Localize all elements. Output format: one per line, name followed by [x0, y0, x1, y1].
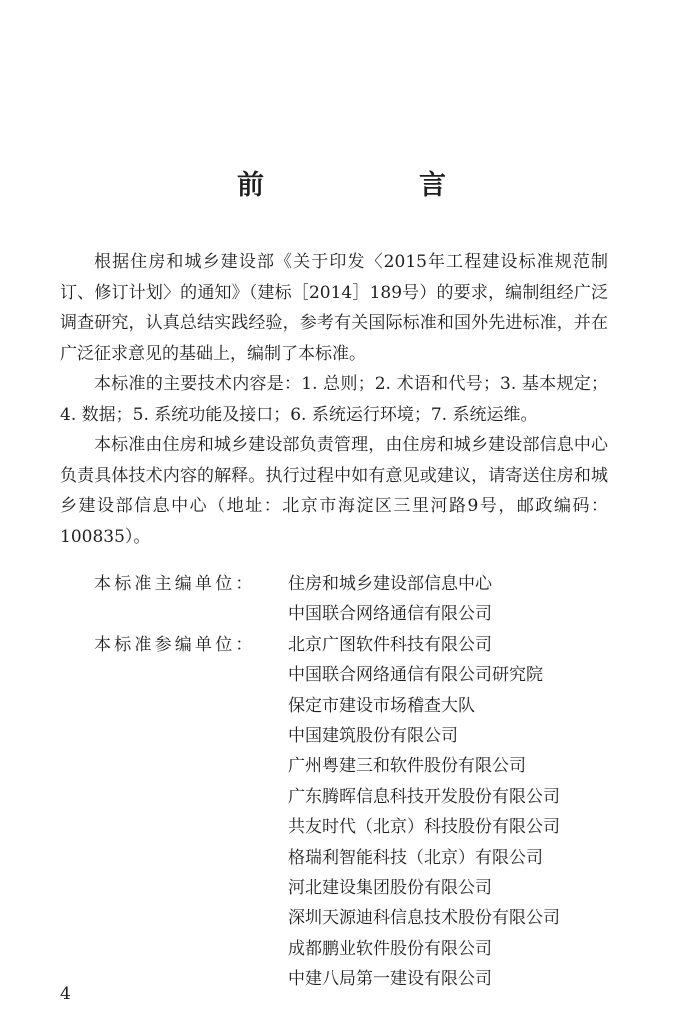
participating-units-list — [288, 630, 560, 995]
paragraph-contents: 本标准的主要技术内容是：1. 总则；2. 术语和代号；3. 基本规定；4. 数据；5. 系统功能及接口；6. 系统运行环境；7. 系统运维。 — [60, 374, 608, 425]
list-item: 中国联合网络通信有限公司研究院 — [288, 665, 543, 686]
list-item: 中建八局第一建设有限公司 — [288, 969, 492, 990]
paragraph-management: 本标准由住房和城乡建设部负责管理，由住房和城乡建设部信息中心负责具体技术内容的解释。执行过程中如有意见或建议，请寄送住房和城乡建设部信息中心（地址：北京市海淀区三里河路9号，邮政编码：100835）。 — [60, 435, 608, 547]
list-item: 成都鹏业软件股份有限公司 — [288, 938, 492, 959]
chief-units-label: 本标准主编单位： — [94, 574, 256, 594]
list-item: 共友时代（北京）科技股份有限公司 — [288, 817, 560, 838]
page-title: 前 言 — [237, 170, 510, 201]
chief-editing-units — [60, 569, 620, 630]
editing-units — [60, 569, 620, 995]
list-item: 中国联合网络通信有限公司 — [288, 604, 492, 625]
list-item: 广州粤建三和软件股份有限公司 — [288, 756, 526, 777]
list-item: 住房和城乡建设部信息中心 — [288, 574, 492, 594]
preface-body — [60, 247, 608, 552]
list-item: 广东腾晖信息科技开发股份有限公司 — [288, 786, 560, 807]
chief-units-list — [288, 569, 492, 630]
list-item: 保定市建设市场稽查大队 — [288, 695, 475, 716]
page-number: 4 — [60, 984, 71, 1004]
list-item: 河北建设集团股份有限公司 — [288, 878, 492, 899]
list-item: 格瑞利智能科技（北京）有限公司 — [288, 847, 543, 868]
participating-units-label: 本标准参编单位： — [94, 634, 256, 655]
list-item: 北京广图软件科技有限公司 — [288, 634, 492, 655]
participating-editing-units — [60, 630, 620, 995]
paragraph-background: 根据住房和城乡建设部《关于印发〈2015年工程建设标准规范制订、修订计划〉的通知》（建标［2014］189号）的要求，编制组经广泛调查研究，认真总结实践经验，参考有关国际标准和国外先进标准，并在广泛征求意见的基础上，编制了本标准。 — [60, 252, 608, 364]
list-item: 深圳天源迪科信息技术股份有限公司 — [288, 908, 560, 929]
list-item: 中国建筑股份有限公司 — [288, 726, 458, 747]
